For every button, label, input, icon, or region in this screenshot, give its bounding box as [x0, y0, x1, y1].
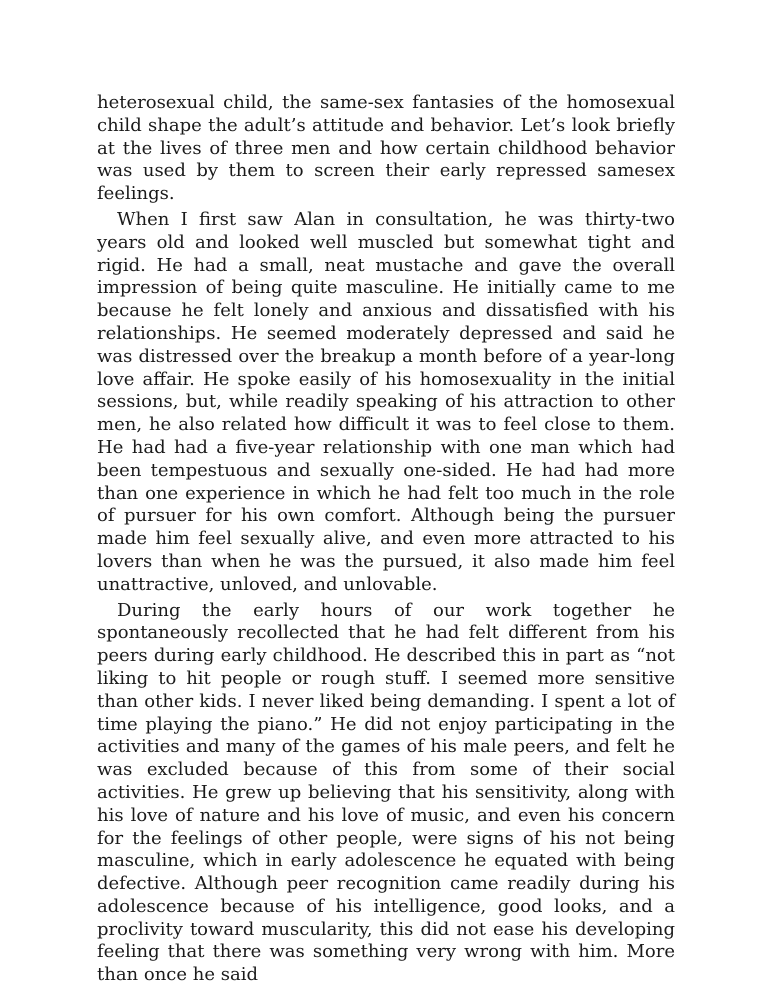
paragraph-continued: heterosexual child, the same-sex fantasies of the homosexual child shape the adult’s attitude and behavior. Let’s look briefly at the lives of three men and how certain childhood behavior was used by them to screen their early repressed samesex feelings.: [97, 92, 675, 205]
paragraph-alan-childhood: During the early hours of our work together he spontaneously recollected that he had felt different from his peers during early childhood. He described this in part as “not liking to hit people or rough stuff. I seemed more sensitive than other kids. I never liked being demanding. I spent a lot of time playing the piano.” He did not enjoy participating in the activities and many of the games of his male peers, and felt he was excluded because of this from some of their social activities. He grew up believing that his sensitivity, along with his love of nature and his love of music, and even his concern for the feelings of other people, were signs of his not being masculine, which in early adolescence he equated with being defective. Although peer recognition came readily during his adolescence because of his intelligence, good looks, and a proclivity toward muscularity, this did not ease his developing feeling that there was something very wrong with him. More than once he said: [97, 599, 675, 986]
page-body: [97, 92, 675, 990]
paragraph-alan-consultation: When I first saw Alan in consultation, he was thirty-two years old and looked well muscled but somewhat tight and rigid. He had a small, neat mustache and gave the overall impression of being quite masculine. He initially came to me because he felt lonely and anxious and dissatisfied with his relationships. He seemed moderately depressed and said he was distressed over the breakup a month before of a year-long love affair. He spoke easily of his homosexuality in the initial sessions, but, while readily speaking of his attraction to other men, he also related how difficult it was to feel close to them. He had had a five-year relationship with one man which had been tempestuous and sexually one-sided. He had had more than one experience in which he had felt too much in the role of pursuer for his own comfort. Although being the pursuer made him feel sexually alive, and even more attracted to his lovers than when he was the pursued, it also made him feel unattractive, unloved, and unlovable.: [97, 208, 675, 595]
